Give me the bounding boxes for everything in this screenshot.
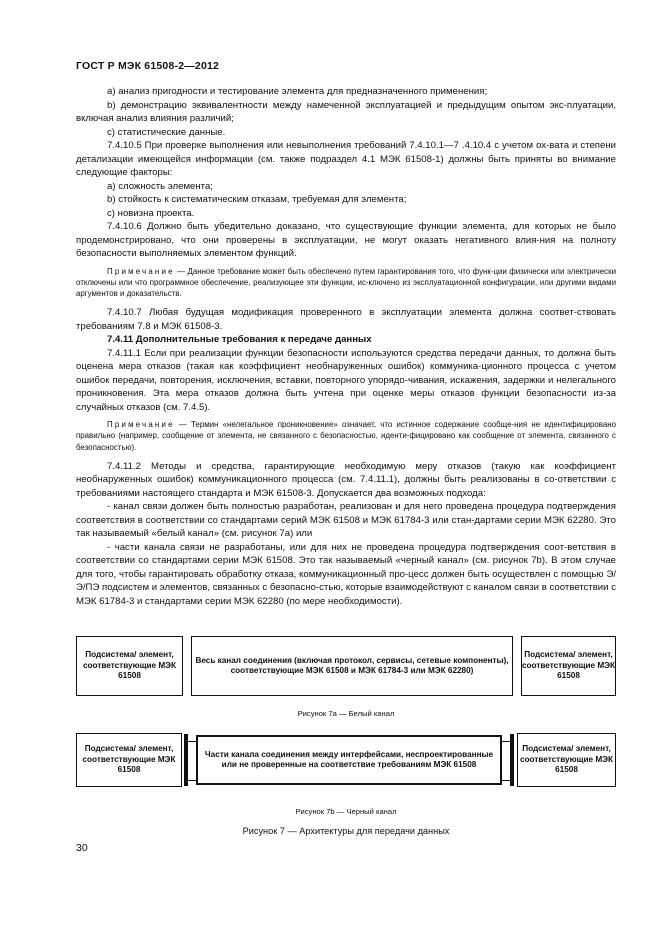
connector-left (188, 741, 196, 781)
interface-bar-right (510, 734, 514, 786)
black-channel-label: Части канала соединения между интерфейсами, неспроектированные или не проверенные на соответствие требованиям МЭК 61508 (204, 749, 494, 769)
note-text: — Данное требование может быть обеспечено путем гарантирования того, что функ-ции физически или электрически отключены или что программное обеспечение, реализующее эти функции, ис-ключено из эксплуатационной конфигурации, или другими видами аргументов и доказательств. (76, 266, 616, 298)
document-body (76, 85, 616, 608)
paragraph: - канал связи должен быть полностью разработан, реализован и для него проведена процедура подтверждения соответствия в соответствии со стандартами серий МЭК 61508 и МЭК 61784-3 или стан-дартами серии МЭК 62280. Это так называемый «белый канал» (см. рисунок 7а) или (76, 501, 616, 540)
subsystem-left-label: Подсистема/ элемент, соответствующие МЭК 61508 (82, 744, 176, 775)
note-label: Примечание (107, 266, 175, 276)
figure-caption: Рисунок 7 — Архитектуры для передачи данных (242, 826, 450, 836)
subsystem-right-box (517, 733, 616, 787)
note-text: — Термин «нелегальное проникновение» означает, что истинное содержание сообще-ния не идентифицировано правильно (например, сообщение от элемента, не связанного с безопасностью, иденти-фицировано как сообщение от элемента, связанного с безопасностью). (76, 420, 616, 452)
paragraph: а) анализ пригодности и тестирование элемента для предназначенного применения; (107, 86, 488, 97)
paragraph: 7.4.10.7 Любая будущая модификация проверенного в эксплуатации элемента должна соответ-ствовать требованиям 7.8 и МЭК 61508-3. (76, 307, 616, 332)
figure-7b (76, 733, 616, 788)
subsystem-left-box (76, 733, 182, 787)
paragraph: 7.4.11.1 Если при реализации функции безопасности используются средства передачи данных, то должна быть оценена мера отказов (такая как коэффициент необнаруженных ошибок) коммуника-ционного процесса с учетом ошибок передачи, повторения, исключения, вставки, повторного упорядо-чивания, искажения, задержки и нелегального проникновения. Эта мера отказов должна быть учтена при оценке меры отказов функции безопасности из-за случайных отказов (см. 7.4.5). (76, 347, 616, 413)
white-channel-box (191, 636, 513, 696)
paragraph: - части канала связи не разработаны, или для них не проведена процедура подтверждения соот-ветствия в соответствии со стандартами серии МЭК 61508. Это так называемый «черный канал» (см. рисунок 7b). В этом случае для того, чтобы гарантировать обработку отказа, коммуникационный про-цесс должен быть осуществлен с помощью Э/Э/ПЭ подсистем и элементов, связанных с безопасно-стью, которые взаимодействуют с каналом связи в соответствии с МЭК 61784-3 и стандартами серии МЭК 62280 (по мере необходимости). (76, 541, 616, 607)
paragraph: с) статистические данные. (107, 126, 226, 138)
connector-right (502, 741, 510, 781)
page-header: ГОСТ Р МЭК 61508-2—2012 (76, 60, 220, 72)
subsystem-left-box (76, 636, 183, 696)
white-channel-label: Весь канал соединения (включая протокол, сервисы, сетевые компоненты), соответствующие МЭК 61508 и МЭК 61784-3 или МЭК 62280) (195, 655, 509, 675)
subsystem-right-box (521, 636, 616, 696)
note (76, 419, 616, 453)
paragraph: 7.4.10.6 Должно быть убедительно доказано, что существующие функции элемента, для которых не было продемонстрировано, что они проверены в эксплуатации, не могут оказать негативного влия-ния на полноту безопасности выполняемых элементом функций. (76, 221, 616, 259)
paragraph: b) демонстрацию эквивалентности между намеченной эксплуатацией и предыдущим опытом экс-плуатации, включая анализ влияния различий; (76, 99, 616, 124)
subsystem-right-label: Подсистема/ элемент, соответствующие МЭК 61508 (520, 744, 613, 775)
section-heading: 7.4.11 Дополнительные требования к передаче данных (107, 334, 372, 346)
page-number: 30 (76, 842, 88, 854)
black-channel-box (196, 735, 502, 785)
paragraph: а) сложность элемента; (107, 180, 213, 192)
paragraph: 7.4.10.5 При проверке выполнения или невыполнения требований 7.4.10.1—7 .4.10.4 с учетом ох-вата и степени детализации имеющейся информации (см. также подраздел 4.1 МЭК 61508-1) должны быть приняты во внимание следующие факторы: (76, 140, 616, 178)
subsystem-right-label: Подсистема/ элемент, соответствующие МЭК 61508 (522, 650, 615, 681)
note (76, 266, 616, 300)
paragraph: 7.4.11.2 Методы и средства, гарантирующие необходимую меру отказов (такую как коэффициент необнаруженных ошибок) коммуникационного процесса (см. 7.4.11.1), должны быть реализованы в со-ответствии с требованиями настоящего стандарта и МЭК 61508-3. Допускается два возможных подхода: (76, 460, 616, 499)
paragraph: b) стойкость к систематическим отказам, требуемая для элемента; (107, 194, 407, 205)
note-label: Примечание (107, 420, 175, 430)
figure-7a (76, 636, 616, 698)
figure-7b-caption: Рисунок 7b — Черный канал (295, 807, 397, 816)
figure-7a-caption: Рисунок 7а — Белый канал (297, 709, 395, 718)
paragraph: с) новизна проекта. (107, 207, 195, 219)
subsystem-left-label: Подсистема/ элемент, соответствующие МЭК 61508 (83, 650, 176, 681)
